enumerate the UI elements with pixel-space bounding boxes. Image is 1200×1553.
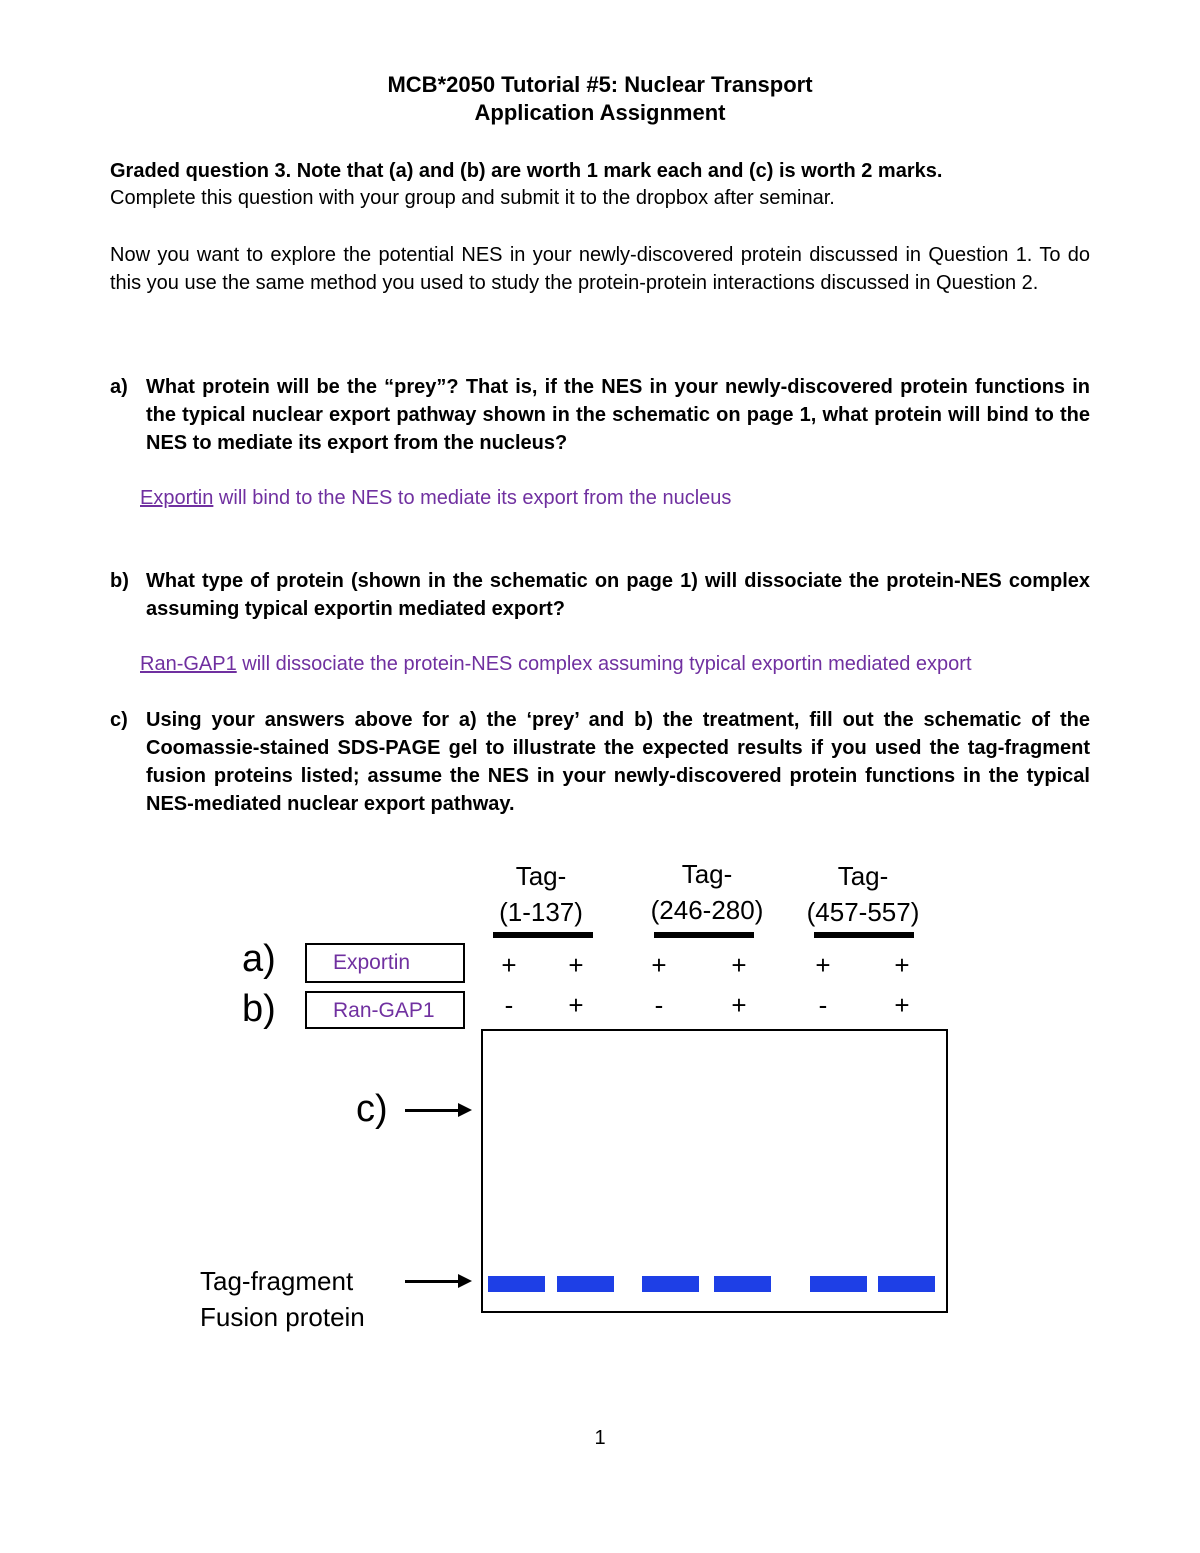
band-lane-1	[488, 1276, 545, 1292]
sign-b-lane-1: -	[504, 990, 514, 1020]
instruction: Complete this question with your group and submit it to the dropbox after seminar.	[110, 187, 835, 209]
sign-b-lane-4: +	[731, 990, 747, 1020]
group-2-bar	[654, 932, 754, 938]
graded-note: Graded question 3. Note that (a) and (b) are worth 1 mark each and (c) is worth 2 marks.	[110, 160, 943, 182]
row-a-label: a)	[242, 938, 276, 980]
c-arrow-line	[405, 1109, 460, 1112]
c-arrow-head	[458, 1103, 472, 1117]
row-b-label: b)	[242, 988, 276, 1030]
sign-b-lane-5: -	[818, 990, 828, 1020]
sign-a-lane-6: +	[894, 950, 910, 980]
question-a-text: What protein will be the “prey”? That is, if the NES in your newly-discovered protein functions in the typical nuclear export pathway shown in the schematic on page 1, what protein will bind to the NES to mediate its export from the nucleus?	[146, 376, 1090, 454]
group-2-line1: Tag-	[681, 859, 733, 889]
fusion-label-line2: Fusion protein	[200, 1302, 365, 1332]
answer-b-key: Ran-GAP1	[140, 653, 237, 675]
page-number: 1	[594, 1427, 606, 1449]
sign-a-lane-3: +	[651, 950, 667, 980]
band-lane-2	[557, 1276, 614, 1292]
sign-a-lane-2: +	[568, 950, 584, 980]
sign-b-lane-3: -	[654, 990, 664, 1020]
group-2-line2: (246-280)	[650, 895, 764, 925]
answer-a-rest: will bind to the NES to mediate its export from the nucleus	[213, 487, 732, 509]
gel-box	[481, 1029, 948, 1313]
band-lane-4	[714, 1276, 771, 1292]
band-lane-6	[878, 1276, 935, 1292]
scenario-paragraph: Now you want to explore the potential NES in your newly-discovered protein discussed in Question 1. To do this you use the same method you used to study the protein-protein interactions discussed in Question 2.	[110, 244, 1090, 294]
fusion-label-line1: Tag-fragment	[200, 1266, 354, 1296]
group-3-line2: (457-557)	[806, 897, 920, 927]
question-c-letter: c)	[110, 709, 128, 731]
group-1-bar	[493, 932, 593, 938]
group-1-label	[471, 858, 611, 930]
group-3-line1: Tag-	[837, 861, 889, 891]
band-lane-5	[810, 1276, 867, 1292]
answer-b	[140, 650, 972, 678]
answer-a	[140, 484, 731, 512]
group-2-label	[637, 856, 777, 928]
exportin-answer-box[interactable]: Exportin	[305, 943, 465, 983]
sign-a-lane-5: +	[815, 950, 831, 980]
question-b-text: What type of protein (shown in the schematic on page 1) will dissociate the protein-NES complex assuming typical exportin mediated export?	[146, 570, 1090, 620]
question-c-text: Using your answers above for a) the ‘prey’ and b) the treatment, fill out the schematic of the Coomassie-stained SDS-PAGE gel to illustrate the expected results if you used the tag-fragment fusion proteins listed; assume the NES in your newly-discovered protein functions in the typical NES-mediated nuclear export pathway.	[146, 709, 1090, 815]
sign-b-lane-6: +	[894, 990, 910, 1020]
fusion-arrow-head	[458, 1274, 472, 1288]
sign-a-lane-4: +	[731, 950, 747, 980]
document-title: MCB*2050 Tutorial #5: Nuclear Transport	[387, 72, 813, 97]
row-c-label: c)	[356, 1088, 388, 1130]
band-lane-3	[642, 1276, 699, 1292]
ran-gap1-answer-box[interactable]: Ran-GAP1	[305, 991, 465, 1029]
group-3-bar	[814, 932, 914, 938]
answer-b-rest: will dissociate the protein-NES complex assuming typical exportin mediated export	[236, 653, 972, 675]
group-3-label	[793, 858, 933, 930]
group-1-line1: Tag-	[515, 861, 567, 891]
question-b-letter: b)	[110, 570, 129, 592]
sign-b-lane-2: +	[568, 990, 584, 1020]
question-a-letter: a)	[110, 376, 128, 398]
sign-a-lane-1: +	[501, 950, 517, 980]
answer-a-key: Exportin	[140, 487, 214, 509]
document-subtitle: Application Assignment	[474, 100, 726, 125]
group-1-line2: (1-137)	[499, 897, 583, 927]
fusion-arrow-line	[405, 1280, 460, 1283]
fusion-label	[200, 1263, 365, 1335]
